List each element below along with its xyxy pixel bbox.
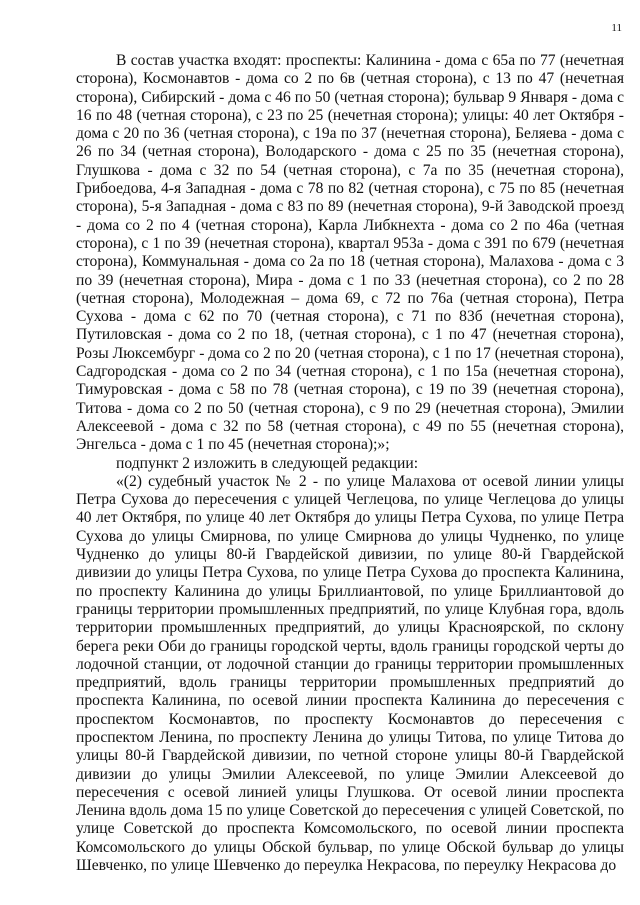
paragraph-subpoint-instruction: подпункт 2 изложить в следующей редакции: (116, 454, 419, 472)
page-number: 11 (611, 22, 622, 34)
paragraph-district-composition: В состав участка входят: проспекты: Калинина - дома с 65а по 77 (нечетная сторона), Космонавтов - дома со 2 по 6в (четная сторона), с 13 по 47 (нечетная сторона), Сибирский - дома с 46 по 50 (четная сторона); бульвар 9 Января - дома с 16 по 48 (четная сторона), с 23 по 25 (нечетная сторона); улицы: 40 лет Октября - дома с 20 по 36 (четная сторона), с 19а по 37 (нечетная сторона), Беляева - дома с 26 по 34 (четная сторона), Володарского - дома с 25 по 35 (нечетная сторона), Глушкова - дома с 32 по 54 (четная сторона), с 7а по 35 (нечетная сторона), Грибоедова, 4-я Западная - дома с 78 по 82 (четная сторона), с 75 по 85 (нечетная сторона), 5-я Западная - дома с 83 по 89 (нечетная сторона), 9-й Заводской проезд - дома со 2 по 4 (четная сторона), Карла Либкнехта - дома со 2 по 46а (четная сторона), с 1 по 39 (нечетная сторона), квартал 953а - дома с 391 по 679 (нечетная сторона), Коммунальная - дома со 2а по 18 (четная сторона), Малахова - дома с 3 по 39 (нечетная сторона), Мира - дома с 1 по 33 (нечетная сторона), со 2 по 28 (четная сторона), Молодежная – дома 69, с 72 по 76а (четная сторона), Петра Сухова - дома с 62 по 70 (четная сторона), с 71 по 83б (нечетная сторона), Путиловская - дома со 2 по 18, (четная сторона), с 1 по 47 (нечетная сторона), Розы Люксембург - дома со 2 по 20 (четная сторона), с 1 по 17 (нечетная сторона), Садгородская - дома со 2 по 34 (четная сторона), с 1 по 15а (нечетная сторона), Тимуровская - дома с 58 по 78 (четная сторона), с 19 по 39 (нечетная сторона), Титова - дома со 2 по 50 (четная сторона), с 9 по 29 (нечетная сторона), Эмилии Алексеевой - дома с 32 по 58 (четная сторона), с 49 по 55 (нечетная сторона), Энгельса - дома с 1 по 45 (нечетная сторона);»; (76, 52, 624, 454)
document-body (76, 52, 624, 875)
paragraph-court-district-2: «(2) судебный участок № 2 - по улице Малахова от осевой линии улицы Петра Сухова до пересечения с улицей Чеглецова, по улице Чеглецова до улицы 40 лет Октября, по улице 40 лет Октября до улицы Петра Сухова, по улице Петра Сухова до улицы Смирнова, по улице Смирнова до улицы Чудненко, по улице Чудненко до улицы 80-й Гвардейской дивизии, по улице 80-й Гвардейской дивизии до улицы Петра Сухова, по улице Петра Сухова до проспекта Калинина, по проспекту Калинина до улицы Бриллиантовой, по улице Бриллиантовой до границы территории промышленных предприятий, по улице Клубная гора, вдоль территории промышленных предприятий, до улицы Красноярской, по склону берега реки Оби до границы городской черты, вдоль границы городской черты до лодочной станции, от лодочной станции до границы территории промышленных предприятий, вдоль границы территории промышленных предприятий до проспекта Калинина, по осевой линии проспекта Калинина до пересечения с проспектом Космонавтов, по проспекту Космонавтов до пересечения с проспектом Ленина, по проспекту Ленина до улицы Титова, по улице Титова до улицы 80-й Гвардейской дивизии, по четной стороне улицы 80-й Гвардейской дивизии до улицы Эмилии Алексеевой, по улице Эмилии Алексеевой до пересечения с осевой линией улицы Глушкова. От осевой линии проспекта Ленина вдоль дома 15 по улице Советской до пересечения с улицей Советской, по улице Советской до проспекта Комсомольского, по осевой линии проспекта Комсомольского до улицы Обской бульвар, по улице Обской бульвар до улицы Шевченко, по улице Шевченко до переулка Некрасова, по переулку Некрасова до (76, 472, 624, 875)
